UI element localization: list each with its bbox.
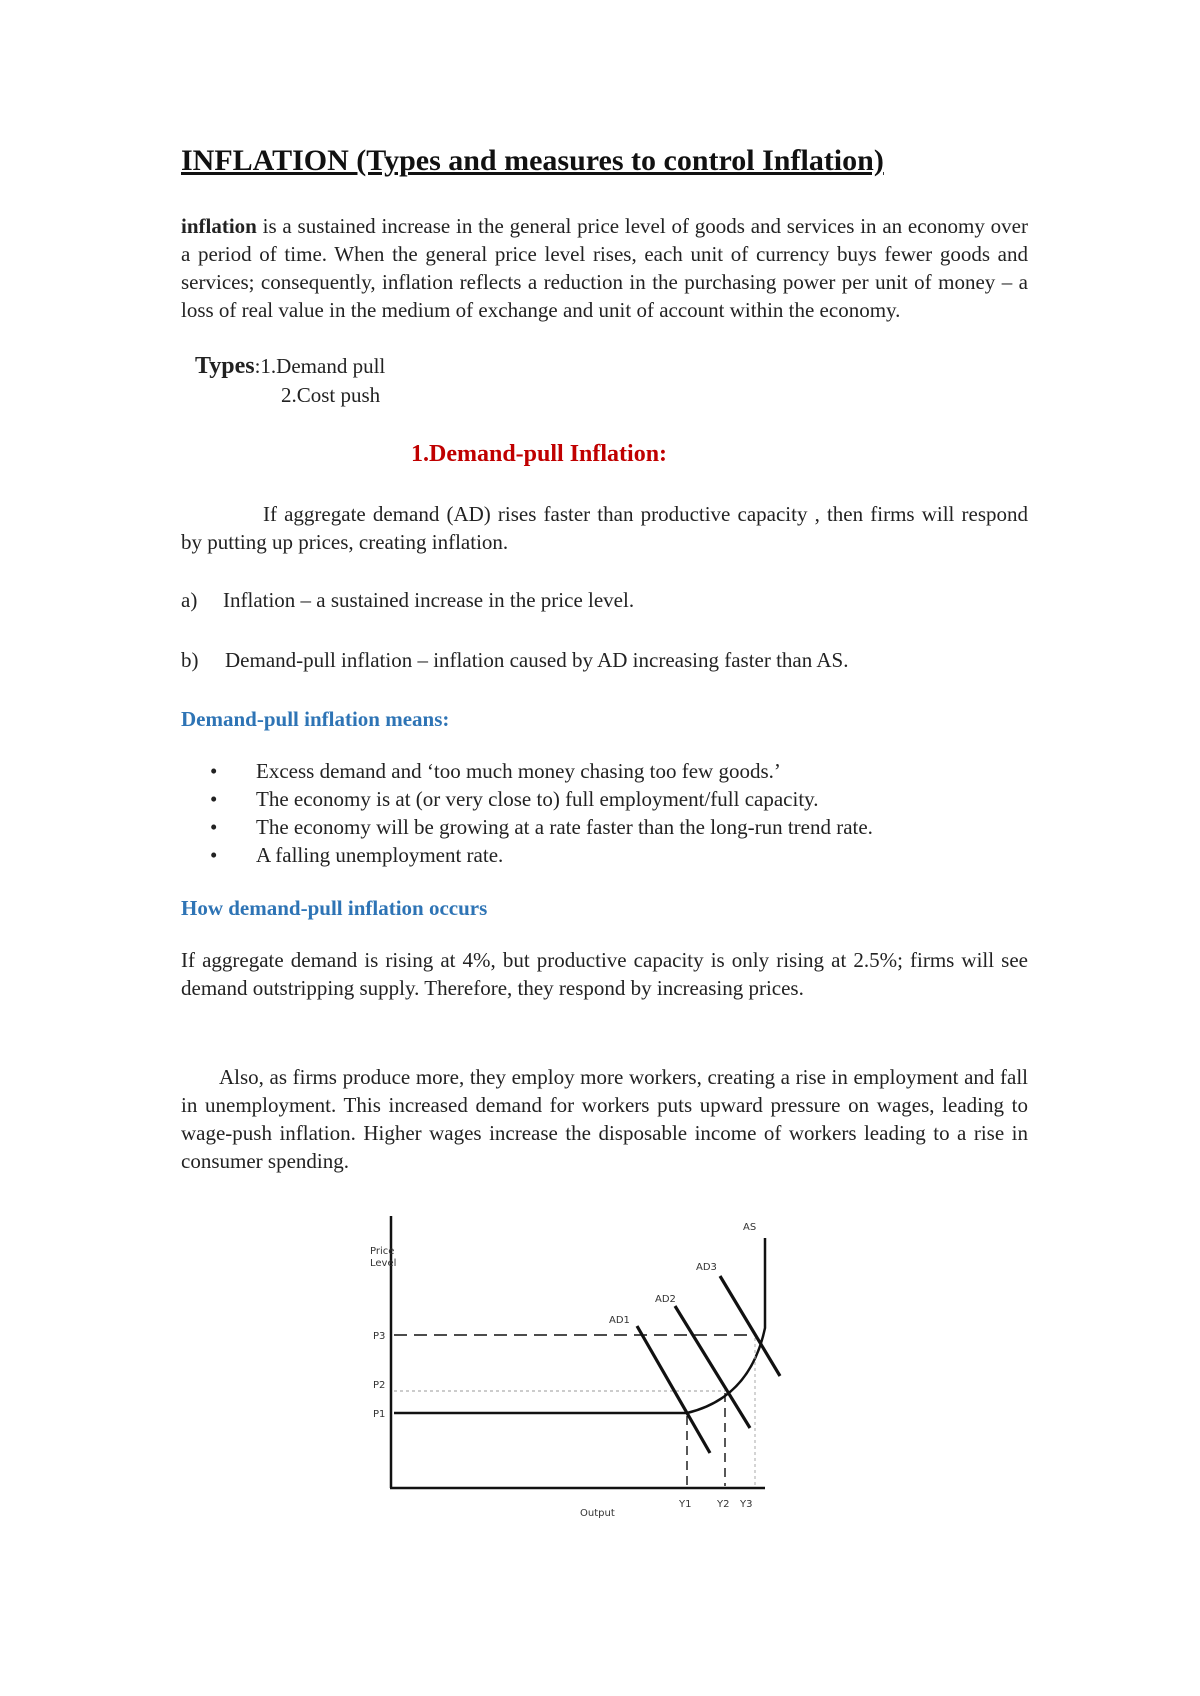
- definition-b: [181, 648, 848, 673]
- means-bullet-list: [210, 757, 873, 869]
- x-axis-label: Output: [580, 1508, 615, 1519]
- demand-pull-intro: If aggregate demand (AD) rises faster than productive capacity , then firms will respond by putting up prices, creating inflation.: [181, 502, 1028, 554]
- definition-marker: a): [181, 588, 198, 612]
- type-1: 1.Demand pull: [260, 354, 386, 378]
- intro-text: is a sustained increase in the general price level of goods and services in an economy over a period of time. When the general price level rises, each unit of currency buys fewer goods and services; consequently, inflation reflects a reduction in the purchasing power per unit of money – a loss of real value in the medium of exchange and unit of account within the economy.: [181, 214, 1028, 322]
- list-item: • A falling unemployment rate.: [210, 841, 873, 869]
- page-title: INFLATION (Types and measures to control Inflation): [181, 144, 884, 177]
- definition-marker: b): [181, 648, 199, 672]
- list-item: • Excess demand and ‘too much money chasing too few goods.’: [210, 757, 873, 785]
- curve-label-ad2: AD2: [655, 1294, 676, 1305]
- ad3-curve: [720, 1276, 780, 1376]
- definition-text: Demand-pull inflation – inflation caused by AD increasing faster than AS.: [225, 648, 849, 672]
- list-item: • The economy is at (or very close to) full employment/full capacity.: [210, 785, 873, 813]
- types-label: Types: [195, 353, 255, 379]
- curve-label-as: AS: [743, 1222, 757, 1233]
- definition-text: Inflation – a sustained increase in the price level.: [223, 588, 635, 612]
- list-item: • The economy will be growing at a rate faster than the long-run trend rate.: [210, 813, 873, 841]
- output-label-y1: Y1: [679, 1499, 692, 1510]
- ad-as-diagram: [330, 1198, 800, 1528]
- definition-a: [181, 588, 634, 613]
- means-heading: Demand-pull inflation means:: [181, 707, 450, 731]
- also-paragraph: Also, as firms produce more, they employ more workers, creating a rise in employment and fall in unemployment. This increased demand for workers puts upward pressure on wages, leading to wage-push inflation. Higher wages increase the disposable income of workers leading to a rise in consumer spending.: [181, 1065, 1028, 1173]
- type-2: 2.Cost push: [281, 383, 381, 407]
- price-label-p2: P2: [373, 1380, 386, 1391]
- intro-paragraph: [181, 212, 1028, 324]
- price-label-p1: P1: [373, 1409, 386, 1420]
- curve-label-ad1: AD1: [609, 1315, 630, 1326]
- intro-term: inflation: [181, 214, 257, 238]
- types-line: Types:1.Demand pull: [195, 353, 386, 379]
- occurs-paragraph: If aggregate demand is rising at 4%, but productive capacity is only rising at 2.5%; firms will see demand outstripping supply. Therefore, they respond by increasing prices.: [181, 948, 1028, 1000]
- occurs-heading: How demand-pull inflation occurs: [181, 896, 488, 920]
- price-label-p3: P3: [373, 1331, 386, 1342]
- y-axis-label: Level: [370, 1258, 397, 1269]
- output-label-y2: Y2: [717, 1499, 730, 1510]
- y-axis-label: Price: [370, 1246, 395, 1257]
- section-heading-demand-pull: 1.Demand-pull Inflation:: [411, 441, 668, 467]
- curve-label-ad3: AD3: [696, 1262, 717, 1273]
- output-label-y3: Y3: [740, 1499, 753, 1510]
